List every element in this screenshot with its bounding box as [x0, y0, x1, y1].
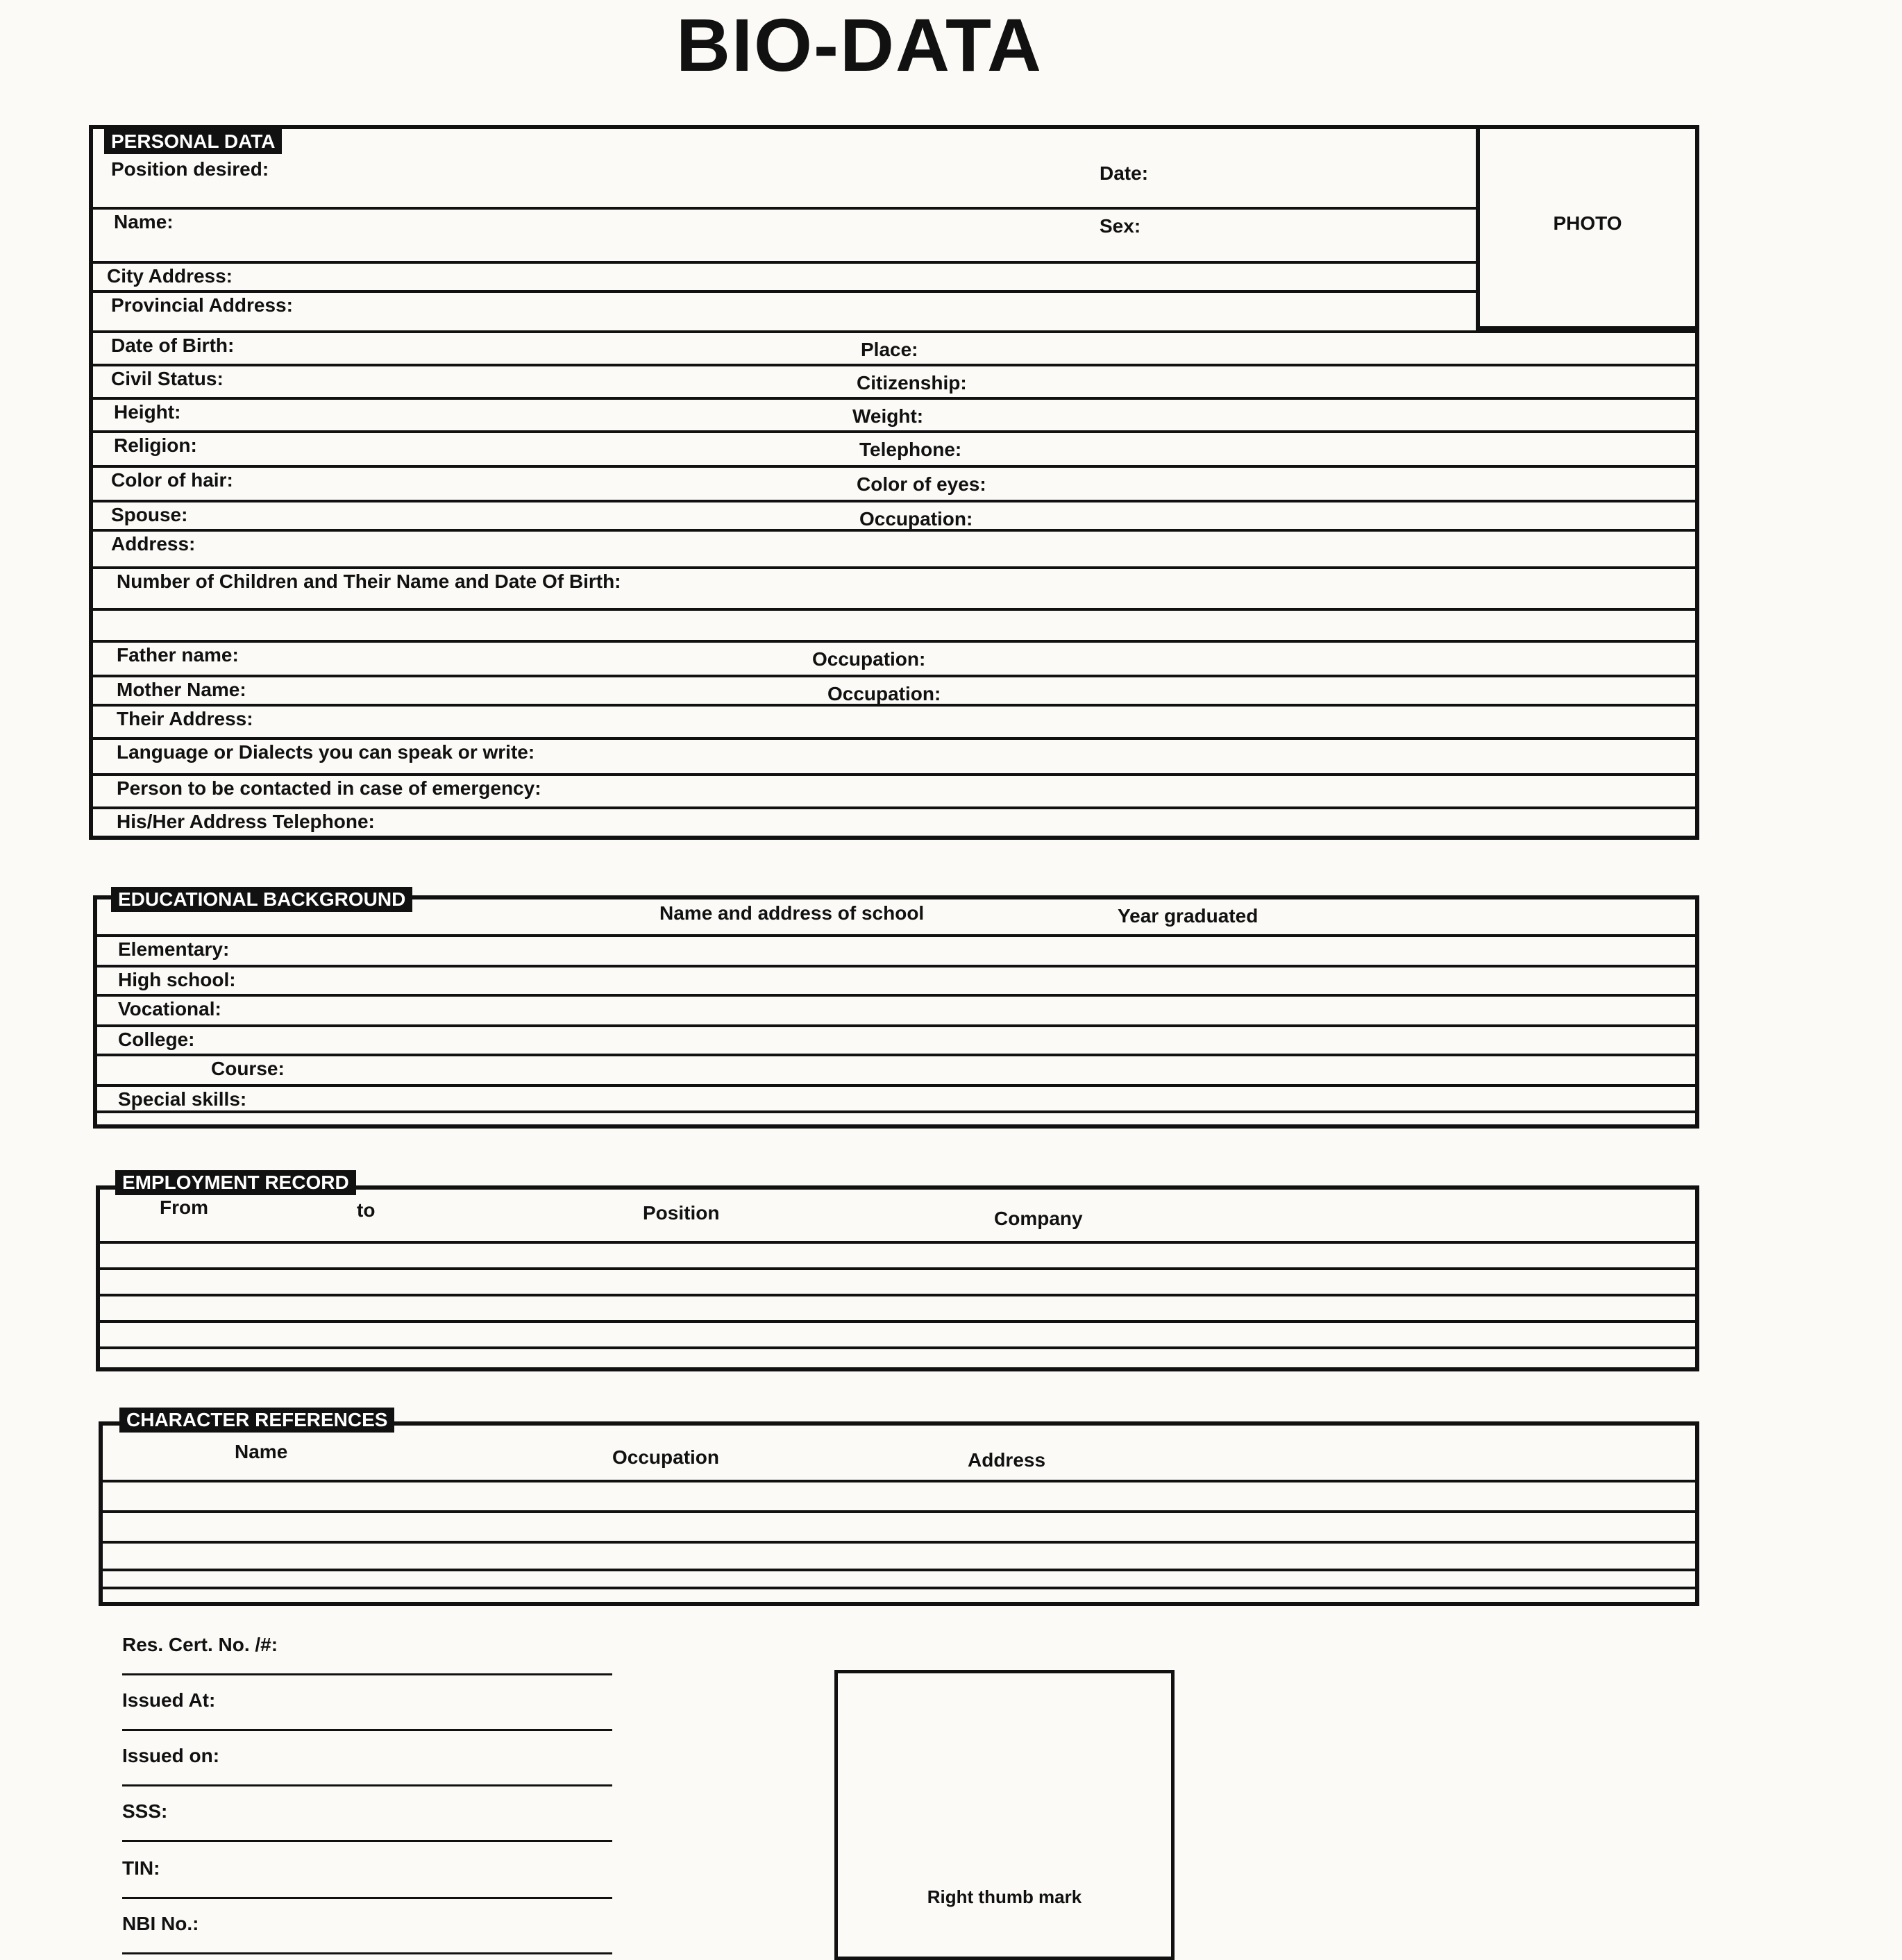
page-title: BIO-DATA — [676, 3, 1043, 87]
personal-field-label: Father name: — [117, 644, 239, 666]
thumb-mark-box — [834, 1670, 1175, 1960]
id-field-line — [122, 1897, 612, 1899]
row-divider — [103, 1569, 1695, 1571]
employment-header: EMPLOYMENT RECORD — [115, 1170, 356, 1195]
personal-field-label: Height: — [114, 401, 181, 423]
id-field-row[interactable] — [122, 1913, 612, 1954]
row-divider — [93, 207, 1480, 210]
id-field-row[interactable] — [122, 1689, 612, 1731]
row-divider — [97, 965, 1695, 968]
personal-field-label: Occupation: — [812, 648, 926, 670]
education-header: EDUCATIONAL BACKGROUND — [111, 887, 412, 912]
education-field-label: Special skills: — [118, 1088, 247, 1110]
id-field-line — [122, 1784, 612, 1786]
personal-field-label: Place: — [861, 339, 918, 360]
row-divider — [93, 500, 1695, 502]
row-divider — [103, 1541, 1695, 1544]
personal-field-label: Date: — [1100, 162, 1149, 184]
personal-field-label: Color of eyes: — [857, 473, 986, 495]
row-divider — [97, 934, 1695, 937]
row-divider — [97, 1084, 1695, 1087]
col-year-header: Year graduated — [1118, 905, 1259, 927]
col-school-header: Name and address of school — [659, 902, 925, 924]
personal-field-label: Mother Name: — [117, 679, 246, 700]
personal-field-label: Telephone: — [859, 439, 962, 460]
col-occupation-header: Occupation — [612, 1446, 720, 1468]
personal-field-label: Religion: — [114, 434, 197, 456]
row-divider — [93, 261, 1480, 264]
row-divider — [93, 529, 1695, 532]
id-field-label: Issued on: — [122, 1745, 220, 1766]
id-field-label: TIN: — [122, 1857, 160, 1879]
row-divider — [93, 330, 1695, 333]
personal-field-label: Spouse: — [111, 504, 188, 525]
thumb-mark-label: Right thumb mark — [927, 1886, 1082, 1907]
row-divider — [93, 397, 1695, 400]
id-field-label: NBI No.: — [122, 1913, 199, 1934]
col-to-header: to — [357, 1199, 376, 1221]
row-divider — [93, 465, 1695, 468]
row-divider — [93, 773, 1695, 776]
education-field-label: Course: — [211, 1058, 285, 1079]
row-divider — [100, 1294, 1695, 1296]
id-field-line — [122, 1729, 612, 1731]
row-divider — [93, 675, 1695, 677]
row-divider — [93, 566, 1695, 569]
photo-box — [1476, 129, 1695, 330]
personal-field-label: Person to be contacted in case of emergency: — [117, 777, 541, 799]
photo-label: PHOTO — [1553, 212, 1622, 234]
row-divider — [103, 1587, 1695, 1589]
row-divider — [93, 364, 1695, 366]
col-name-header: Name — [235, 1441, 288, 1462]
personal-field-label: Their Address: — [117, 708, 253, 729]
row-divider — [97, 1024, 1695, 1027]
id-field-label: SSS: — [122, 1800, 168, 1822]
id-field-row[interactable] — [122, 1745, 612, 1786]
row-divider — [103, 1480, 1695, 1482]
personal-field-label: Occupation: — [827, 683, 941, 704]
row-divider — [93, 640, 1695, 643]
row-divider — [103, 1510, 1695, 1513]
personal-data-section — [89, 125, 1699, 840]
id-field-row[interactable] — [122, 1800, 612, 1842]
row-divider — [100, 1241, 1695, 1244]
education-field-label: College: — [118, 1029, 195, 1050]
row-divider — [97, 994, 1695, 997]
employment-section — [96, 1185, 1699, 1371]
personal-field-label: Weight: — [852, 405, 924, 427]
personal-field-label: City Address: — [107, 265, 233, 287]
personal-field-label: Date of Birth: — [111, 335, 235, 356]
references-section — [99, 1421, 1699, 1606]
references-header: CHARACTER REFERENCES — [119, 1408, 394, 1433]
col-from-header: From — [160, 1197, 208, 1218]
row-divider — [100, 1267, 1695, 1270]
id-field-label: Issued At: — [122, 1689, 216, 1711]
personal-field-label: Language or Dialects you can speak or write: — [117, 741, 535, 763]
id-field-row[interactable] — [122, 1634, 612, 1675]
row-divider — [93, 737, 1695, 740]
row-divider — [97, 1054, 1695, 1056]
row-divider — [93, 704, 1695, 707]
row-divider — [97, 1110, 1695, 1113]
row-divider — [93, 806, 1695, 809]
personal-field-label: Citizenship: — [857, 372, 967, 394]
personal-field-label: Number of Children and Their Name and Date Of Birth: — [117, 571, 621, 592]
personal-field-label: Name: — [114, 211, 174, 233]
id-field-line — [122, 1952, 612, 1954]
row-divider — [93, 430, 1695, 433]
education-section — [93, 895, 1699, 1129]
id-field-row[interactable] — [122, 1857, 612, 1899]
education-field-label: Vocational: — [118, 998, 221, 1020]
personal-field-label: Occupation: — [859, 508, 973, 530]
col-address-header: Address — [968, 1449, 1046, 1471]
col-position-header: Position — [643, 1202, 720, 1224]
personal-field-label: Provincial Address: — [111, 294, 293, 316]
row-divider — [93, 290, 1480, 293]
personal-field-label: Position desired: — [111, 158, 269, 180]
row-divider — [100, 1346, 1695, 1349]
col-company-header: Company — [994, 1208, 1083, 1229]
row-divider — [100, 1320, 1695, 1323]
education-field-label: High school: — [118, 969, 236, 990]
id-field-line — [122, 1840, 612, 1842]
id-field-label: Res. Cert. No. /#: — [122, 1634, 278, 1655]
personal-field-label: Sex: — [1100, 215, 1141, 237]
personal-data-header: PERSONAL DATA — [104, 129, 282, 154]
personal-field-label: Color of hair: — [111, 469, 233, 491]
row-divider — [93, 608, 1695, 611]
personal-field-label: Civil Status: — [111, 368, 224, 389]
education-field-label: Elementary: — [118, 938, 230, 960]
id-field-line — [122, 1673, 612, 1675]
personal-field-label: Address: — [111, 533, 196, 555]
personal-field-label: His/Her Address Telephone: — [117, 811, 375, 832]
